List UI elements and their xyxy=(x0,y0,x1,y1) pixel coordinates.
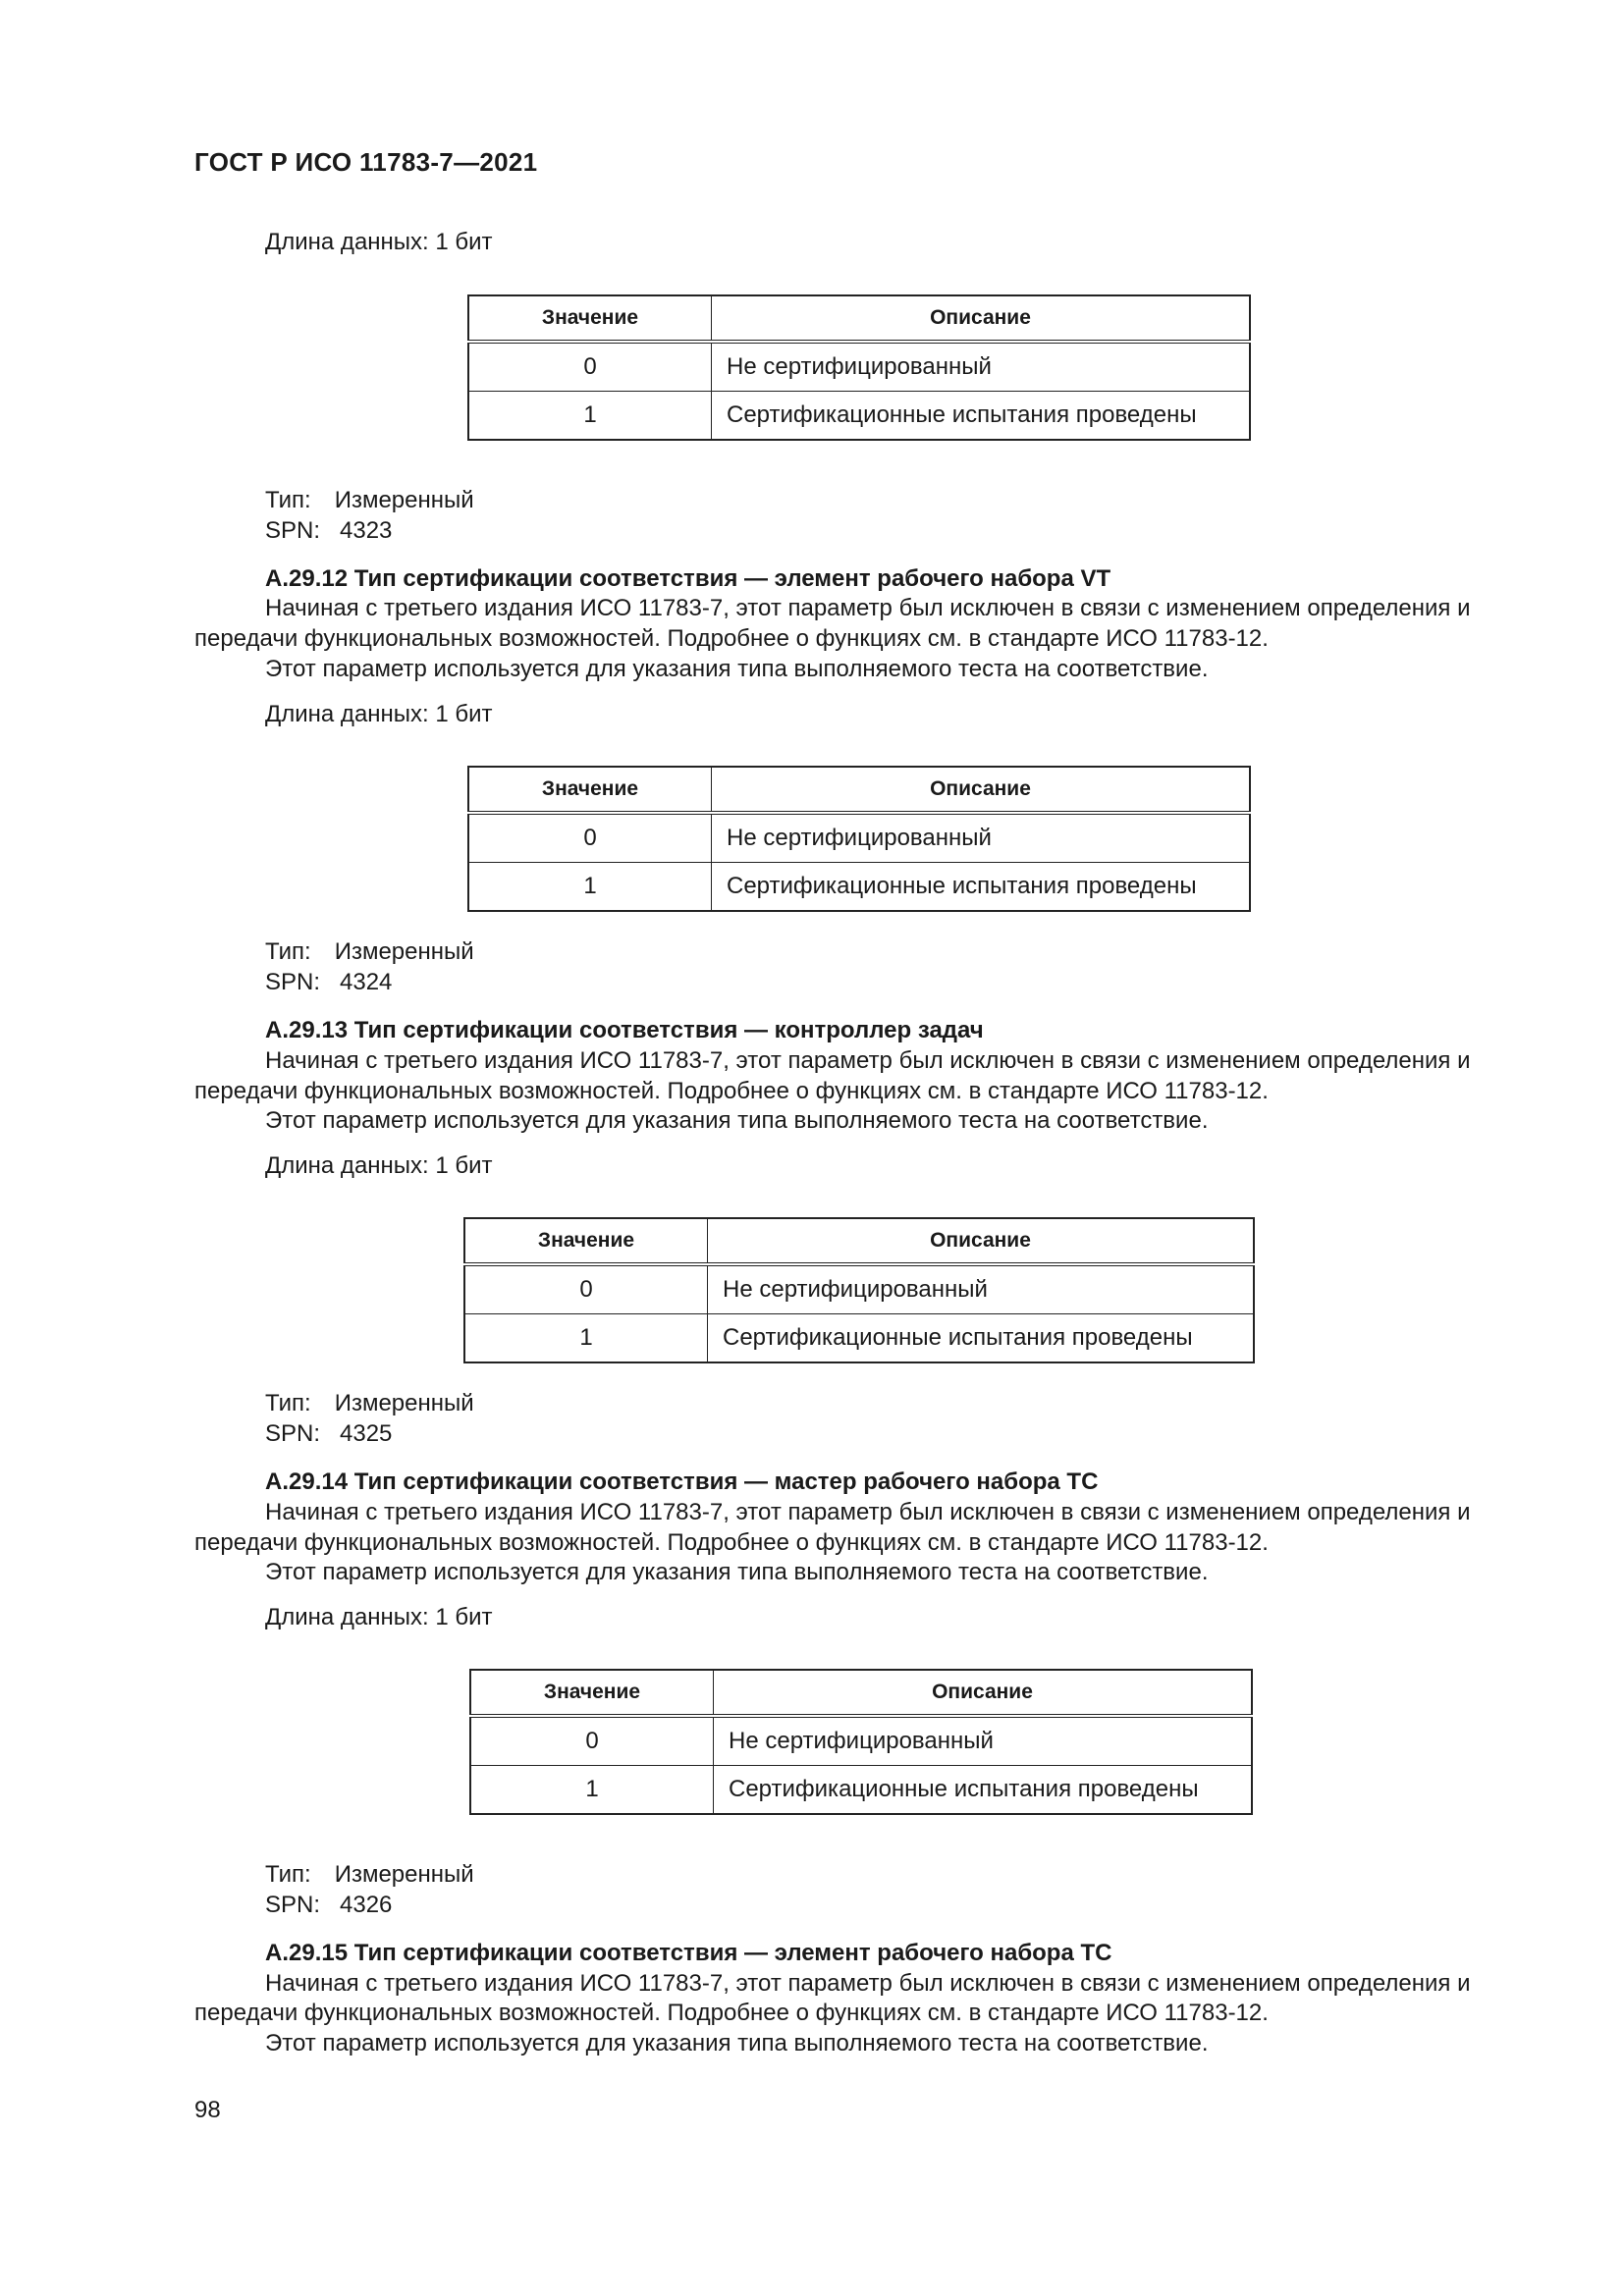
row-value: 0 xyxy=(464,1264,708,1314)
section-paragraph-line: передачи функциональных возможностей. Подробнее о функциях см. в стандарте ИСО 11783-12. xyxy=(194,1529,1269,1556)
spn-value: 4325 xyxy=(340,1420,393,1447)
section-title: A.29.15 Тип сертификации соответствия — элемент рабочего набора TC xyxy=(265,1940,1112,1966)
type-label: Тип: xyxy=(265,1390,311,1416)
section-paragraph-line: Начиная с третьего издания ИСО 11783-7, этот параметр был исключен в связи с изменением определения и xyxy=(265,1047,1471,1074)
section-paragraph-line: Начиная с третьего издания ИСО 11783-7, этот параметр был исключен в связи с изменением определения и xyxy=(265,1970,1471,1997)
spn-line xyxy=(265,968,392,997)
row-value: 0 xyxy=(468,342,712,392)
section-paragraph-line: передачи функциональных возможностей. Подробнее о функциях см. в стандарте ИСО 11783-12. xyxy=(194,2000,1269,2026)
data-length: Длина данных: 1 бит xyxy=(265,1604,493,1630)
section-title: A.29.12 Тип сертификации соответствия — элемент рабочего набора VT xyxy=(265,565,1111,592)
row-value: 1 xyxy=(468,863,712,912)
section-paragraph: Этот параметр используется для указания типа выполняемого теста на соответствие. xyxy=(265,1559,1209,1585)
type-line xyxy=(265,937,474,967)
data-length: Длина данных: 1 бит xyxy=(265,229,493,255)
type-label: Тип: xyxy=(265,938,311,965)
table-row xyxy=(468,342,1250,392)
spn-value: 4324 xyxy=(340,969,393,995)
section-paragraph: Этот параметр используется для указания типа выполняемого теста на соответствие. xyxy=(265,2030,1209,2056)
spn-label: SPN: xyxy=(265,1892,321,1918)
row-value: 1 xyxy=(464,1314,708,1363)
section-paragraph-line: Начиная с третьего издания ИСО 11783-7, этот параметр был исключен в связи с изменением определения и xyxy=(265,1499,1471,1525)
row-value: 1 xyxy=(468,392,712,441)
section-title: A.29.13 Тип сертификации соответствия — контроллер задач xyxy=(265,1017,984,1043)
spn-label: SPN: xyxy=(265,517,321,544)
data-length: Длина данных: 1 бит xyxy=(265,1152,493,1179)
document-header: ГОСТ Р ИСО 11783-7—2021 xyxy=(194,147,538,177)
section-paragraph-line: Начиная с третьего издания ИСО 11783-7, этот параметр был исключен в связи с изменением определения и xyxy=(265,595,1471,621)
col-header-description: Описание xyxy=(708,1218,1255,1264)
data-length: Длина данных: 1 бит xyxy=(265,701,493,727)
row-description: Сертификационные испытания проведены xyxy=(712,863,1251,912)
col-header-description: Описание xyxy=(712,767,1251,813)
spn-line xyxy=(265,1419,392,1449)
row-description: Не сертифицированный xyxy=(712,342,1251,392)
col-header-value: Значение xyxy=(468,295,712,342)
table-row xyxy=(464,1264,1254,1314)
row-value: 1 xyxy=(470,1766,714,1815)
type-label: Тип: xyxy=(265,1861,311,1888)
table-row xyxy=(468,863,1250,912)
row-description: Сертификационные испытания проведены xyxy=(708,1314,1255,1363)
type-value: Измеренный xyxy=(334,487,474,513)
values-table xyxy=(467,766,1251,912)
spn-line xyxy=(265,516,392,546)
col-header-value: Значение xyxy=(464,1218,708,1264)
table-row xyxy=(470,1766,1252,1815)
page-number: 98 xyxy=(194,2097,221,2123)
table-row xyxy=(468,813,1250,863)
section-title: A.29.14 Тип сертификации соответствия — мастер рабочего набора TC xyxy=(265,1468,1099,1495)
type-line xyxy=(265,1860,474,1890)
section-paragraph-line: передачи функциональных возможностей. Подробнее о функциях см. в стандарте ИСО 11783-12. xyxy=(194,1078,1269,1104)
col-header-value: Значение xyxy=(468,767,712,813)
section-paragraph-line: передачи функциональных возможностей. Подробнее о функциях см. в стандарте ИСО 11783-12. xyxy=(194,625,1269,652)
spn-label: SPN: xyxy=(265,1420,321,1447)
row-description: Не сертифицированный xyxy=(714,1716,1253,1766)
row-description: Сертификационные испытания проведены xyxy=(712,392,1251,441)
spn-value: 4323 xyxy=(340,517,393,544)
col-header-description: Описание xyxy=(714,1670,1253,1716)
type-line xyxy=(265,1389,474,1418)
type-line xyxy=(265,486,474,515)
col-header-value: Значение xyxy=(470,1670,714,1716)
type-value: Измеренный xyxy=(334,938,474,965)
row-value: 0 xyxy=(468,813,712,863)
spn-value: 4326 xyxy=(340,1892,393,1918)
type-label: Тип: xyxy=(265,487,311,513)
row-description: Не сертифицированный xyxy=(708,1264,1255,1314)
table-row xyxy=(470,1716,1252,1766)
spn-line xyxy=(265,1891,392,1920)
row-description: Не сертифицированный xyxy=(712,813,1251,863)
values-table xyxy=(463,1217,1255,1363)
row-value: 0 xyxy=(470,1716,714,1766)
spn-label: SPN: xyxy=(265,969,321,995)
type-value: Измеренный xyxy=(334,1390,474,1416)
type-value: Измеренный xyxy=(334,1861,474,1888)
col-header-description: Описание xyxy=(712,295,1251,342)
values-table xyxy=(469,1669,1253,1815)
section-paragraph: Этот параметр используется для указания типа выполняемого теста на соответствие. xyxy=(265,1107,1209,1134)
section-paragraph: Этот параметр используется для указания типа выполняемого теста на соответствие. xyxy=(265,656,1209,682)
table-row xyxy=(468,392,1250,441)
row-description: Сертификационные испытания проведены xyxy=(714,1766,1253,1815)
values-table xyxy=(467,294,1251,441)
table-row xyxy=(464,1314,1254,1363)
